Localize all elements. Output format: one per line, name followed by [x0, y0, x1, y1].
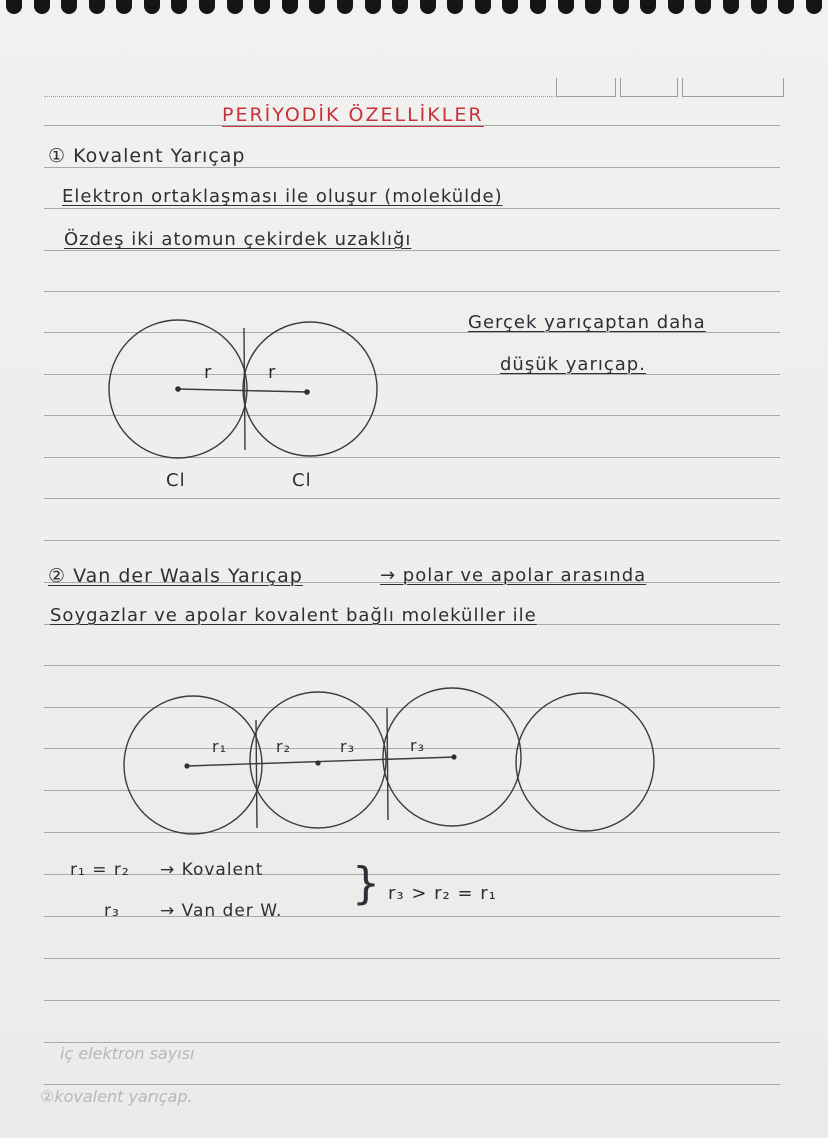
label-r1: r₁: [212, 737, 227, 756]
eq2-left: r₃: [104, 901, 120, 921]
brace: }: [352, 858, 381, 909]
page-title: PERİYODİK ÖZELLİKLER: [222, 104, 484, 126]
eq1-right: → Kovalent: [160, 860, 264, 880]
section1-heading: ① Kovalent Yarıçap: [48, 145, 246, 167]
section1-note-line2: düşük yarıçap.: [500, 354, 646, 375]
atom-label-left: Cl: [166, 470, 186, 491]
label-r3: r₃: [340, 737, 355, 756]
label-r3-second: r₃: [410, 736, 425, 755]
summary-inequality: r₃ > r₂ = r₁: [388, 883, 497, 904]
label-r2: r₂: [276, 737, 291, 756]
radius-label-right: r: [268, 362, 277, 383]
eq2-right: → Van der W.: [160, 901, 283, 921]
section2-heading-note: → polar ve apolar arasında: [380, 565, 647, 586]
section1-line1: Elektron ortaklaşması ile oluşur (molekülde): [62, 186, 503, 207]
section1-note-line1: Gerçek yarıçaptan daha: [468, 312, 706, 333]
section1-line2: Özdeş iki atomun çekirdek uzaklığı: [64, 229, 412, 250]
section2-heading: ② Van der Waals Yarıçap: [48, 565, 303, 587]
atom-label-right: Cl: [292, 470, 312, 491]
atom-circle-1: [124, 696, 262, 834]
eq1-left: r₁ = r₂: [70, 860, 130, 880]
section2-line1: Soygazlar ve apolar kovalent bağlı moleküller ile: [50, 605, 537, 626]
notebook-page: ②kovalent yarıçap. iç elektron sayısı PERİYODİK ÖZELLİKLER ① Kovalent Yarıçap Elektron ortaklaşması ile oluşur (molekülde) Özdeş iki atomun çekirdek uzaklığı Gerçek yarıçaptan daha düşük yarıçap. r r Cl Cl ② Van der Waals Yarıçap → polar ve apolar arasında Soygazlar ve apolar kovalent bağlı moleküller ile r₁ r₂ r₃ r₃ r₁ = r₂ → Kovalent r₃ → Van der W. } r₃ > r₂ = r₁: [0, 0, 828, 1138]
radius-label-left: r: [204, 362, 213, 383]
atom-circle-4: [516, 693, 654, 831]
